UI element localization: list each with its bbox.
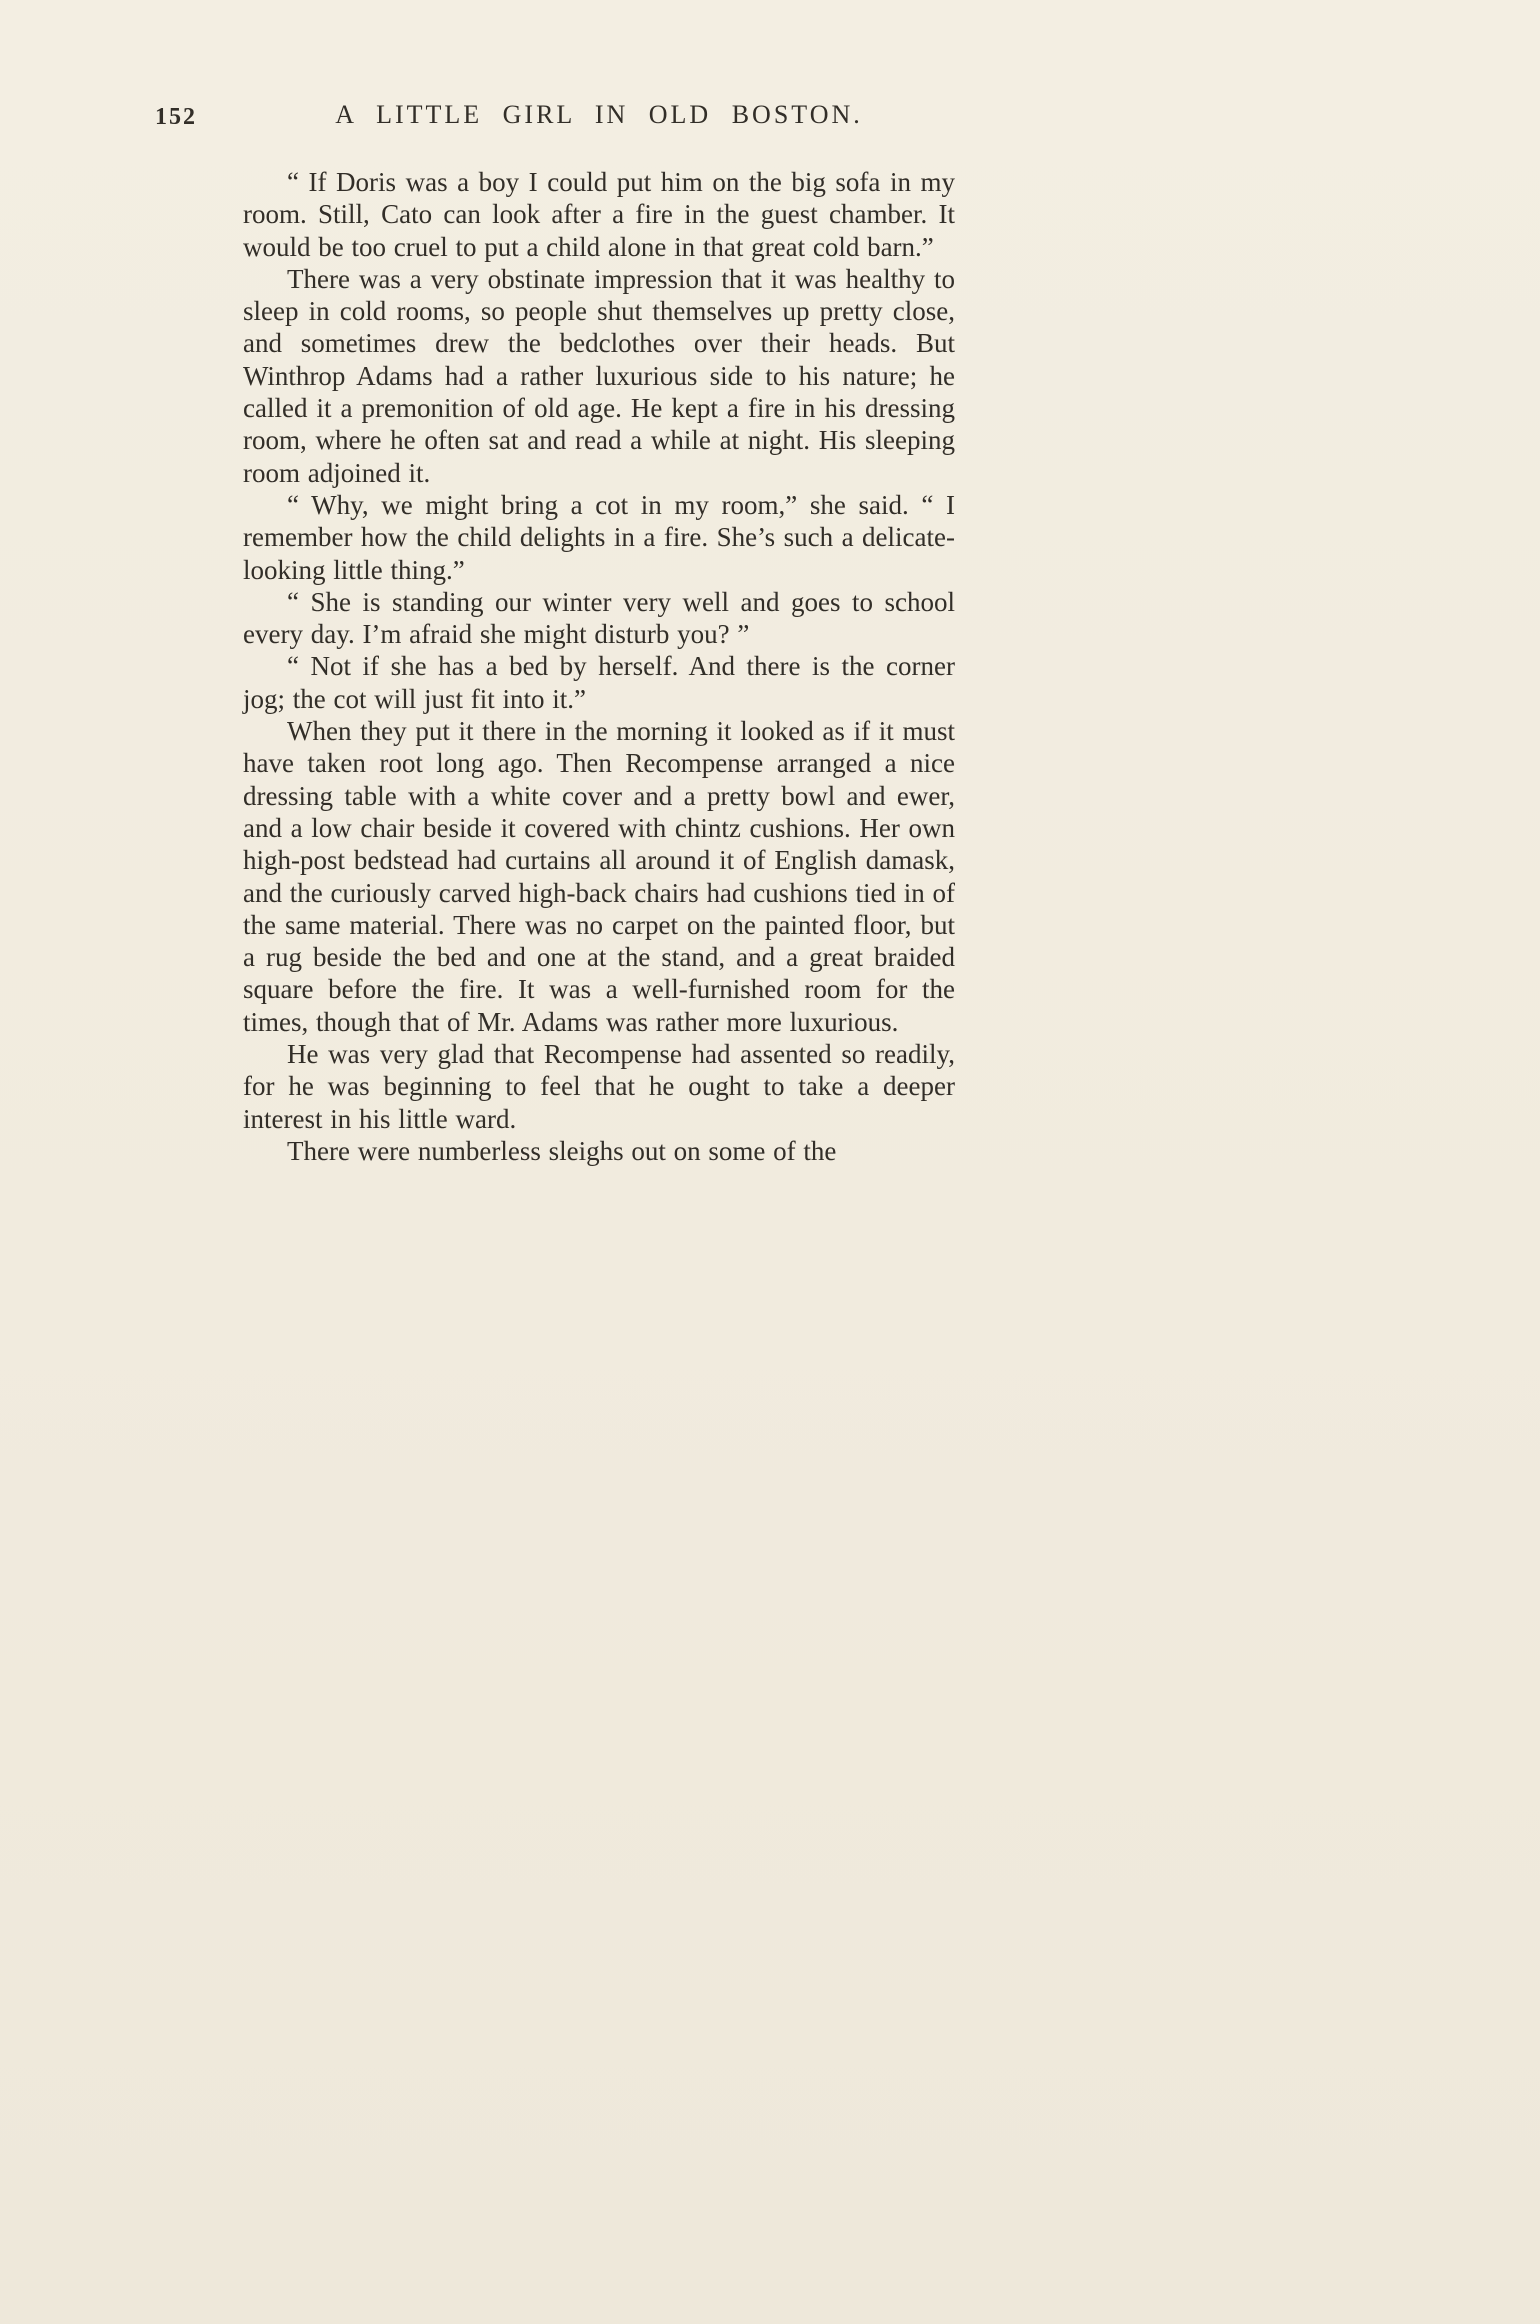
running-header	[155, 98, 955, 138]
paragraph: There was a very obstinate impression that it was healthy to sleep in cold rooms, so people shut themselves up pretty close, and sometimes drew the bedclothes over their heads. But Winthrop Adams had a rather luxurious side to his nature; he called it a premonition of old age. He kept a fire in his dressing room, where he often sat and read a while at night. His sleeping room adjoined it.	[243, 263, 955, 488]
header-title: A LITTLE GIRL IN OLD BOSTON.	[335, 100, 863, 129]
paragraph: He was very glad that Recompense had assented so readily, for he was beginning to feel that he ought to take a deeper interest in his little ward.	[243, 1039, 955, 1134]
page-number: 152	[155, 104, 197, 130]
paragraph: When they put it there in the morning it looked as if it must have taken root long ago. Then Recompense arranged a nice dressing table with a white cover and a pretty bowl and ewer, and a low chair beside it covered with chintz cushions. Her own high-post bedstead had curtains all around it of English damask, and the curiously carved high-back chairs had cushions tied in of the same material. There was no carpet on the painted floor, but a rug beside the bed and one at the stand, and a great braided square before the fire. It was a well-furnished room for the times, though that of Mr. Adams was rather more luxurious.	[243, 716, 955, 1037]
text-area	[155, 98, 955, 1167]
paragraph: “ Why, we might bring a cot in my room,” she said. “ I remember how the child delights in a fire. She’s such a delicate-looking little thing.”	[243, 489, 955, 585]
paragraph: “ She is standing our winter very well and goes to school every day. I’m afraid she might disturb you? ”	[243, 586, 955, 650]
paragraph: There were numberless sleighs out on some of the	[287, 1135, 837, 1166]
page-body	[243, 166, 955, 1167]
paragraph: “ If Doris was a boy I could put him on the big sofa in my room. Still, Cato can look after a fire in the guest chamber. It would be too cruel to put a child alone in that great cold barn.”	[243, 167, 955, 262]
paragraph: “ Not if she has a bed by herself. And there is the corner jog; the cot will just fit into it.”	[243, 651, 955, 714]
